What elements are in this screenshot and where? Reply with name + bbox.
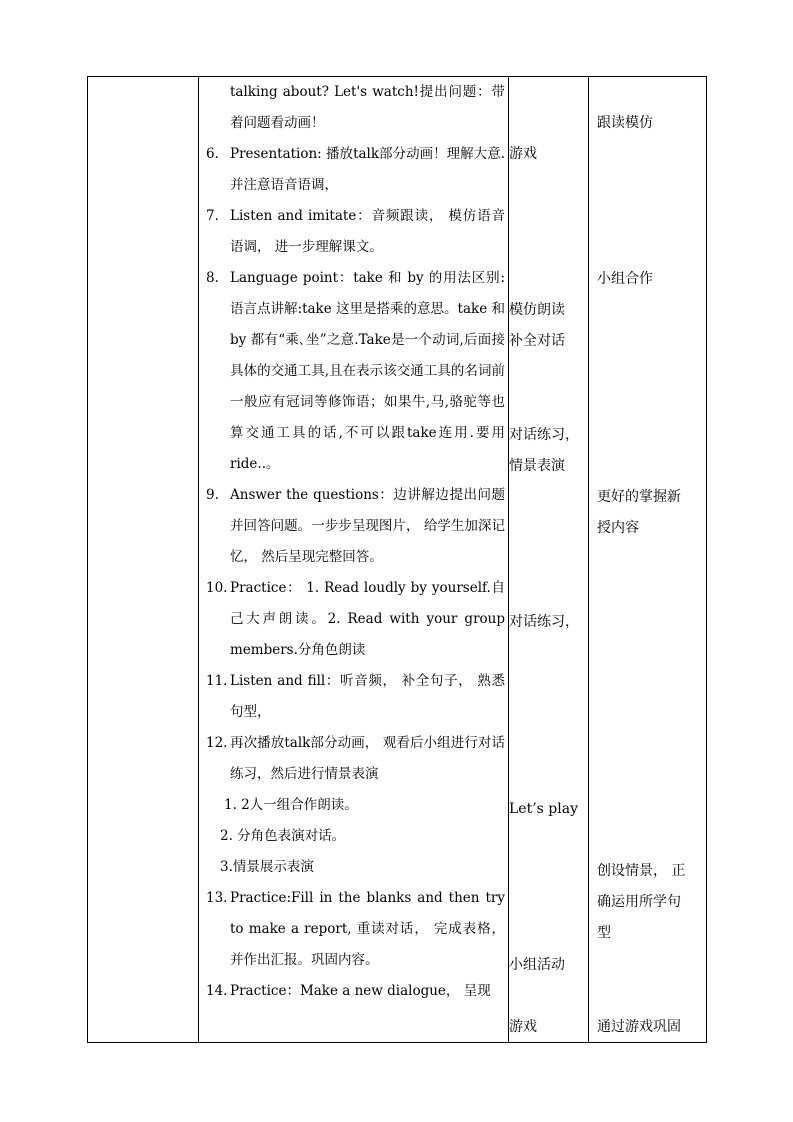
activity-item <box>199 883 511 976</box>
activity-number: 6. <box>206 146 219 162</box>
purpose-cell: 小组合作 <box>597 271 653 287</box>
activity-item <box>199 201 511 263</box>
activity-text: Practice：Make a new dialogue， 呈现 <box>230 983 491 999</box>
sub-step: 3.情景展示表演 <box>220 859 314 875</box>
method-cell: 对话练习， <box>509 614 579 630</box>
activity-number: 9. <box>206 487 219 503</box>
method-cell: 游戏 <box>509 1019 537 1035</box>
purpose-cell: 创设情景， 正 确运用所学句 型 <box>597 863 686 941</box>
sub-step: 1. 2人一组合作朗读。 <box>224 797 358 813</box>
method-cell: 小组活动 <box>509 957 565 973</box>
activity-number: 7. <box>206 208 219 224</box>
activity-number: 10. <box>206 580 228 596</box>
activities-column <box>199 77 511 1007</box>
activity-text: Language point：take 和 by 的用法区别: 语言点讲解:take 这里是搭乘的意思。take 和 by 都有“乘､坐”之意.Take是一个动词,后面接具体的交通工具,且在表示该交通工具的名词前一般应有冠词等修饰语；如果牛,马,骆驼等也算交通工具的话,不可以跟take连用.要用ride..。 <box>230 270 505 472</box>
activity-item <box>199 139 511 201</box>
column-divider <box>588 77 589 1042</box>
method-cell: Let’s play <box>509 801 578 817</box>
activity-number: 13. <box>206 890 228 906</box>
activity-text: talking about? Let's watch!提出问题：带着问题看动画！ <box>230 84 505 131</box>
activity-item <box>199 573 511 666</box>
activity-text: Presentation: 播放talk部分动画！理解大意.并注意语音语调， <box>230 146 505 193</box>
activity-item <box>199 77 511 139</box>
activity-number: 8. <box>206 270 219 286</box>
method-cell: 模仿朗读 补全对话 <box>509 302 565 349</box>
activity-item <box>199 666 511 728</box>
activity-text: Listen and imitate：音频跟读， 模仿语音语调， 进一步理解课文。 <box>230 208 505 255</box>
activity-number: 14. <box>206 983 228 999</box>
activity-item <box>199 480 511 573</box>
method-cell: 对话练习， 情景表演 <box>509 427 579 474</box>
activity-text: Practice:Fill in the blanks and then try to make a report, 重读对话， 完成表格，并作出汇报。巩固内容。 <box>230 890 505 968</box>
activity-item <box>199 976 511 1007</box>
activity-item <box>199 728 511 790</box>
method-cell: 游戏 <box>509 146 537 162</box>
sub-step: 2. 分角色表演对话。 <box>220 828 346 844</box>
activity-text: 再次播放talk部分动画， 观看后小组进行对话练习，然后进行情景表演 <box>230 735 505 782</box>
activity-item <box>199 263 511 480</box>
purpose-cell: 通过游戏巩固 <box>597 1019 681 1035</box>
lesson-plan-table <box>87 76 707 1043</box>
activity-text: Practice： 1. Read loudly by yourself.自己大声朗读。2. Read with your group members.分角色朗读 <box>230 580 505 658</box>
activity-text: Listen and fill：听音频， 补全句子， 熟悉句型， <box>230 673 505 720</box>
purpose-cell: 更好的掌握新 授内容 <box>597 489 681 536</box>
purpose-cell: 跟读模仿 <box>597 115 653 131</box>
activity-number: 12. <box>206 735 228 751</box>
activity-text: Answer the questions：边讲解边提出问题并回答问题。一步步呈现图片， 给学生加深记忆， 然后呈现完整回答。 <box>230 487 505 565</box>
activity-number: 11. <box>206 673 228 689</box>
